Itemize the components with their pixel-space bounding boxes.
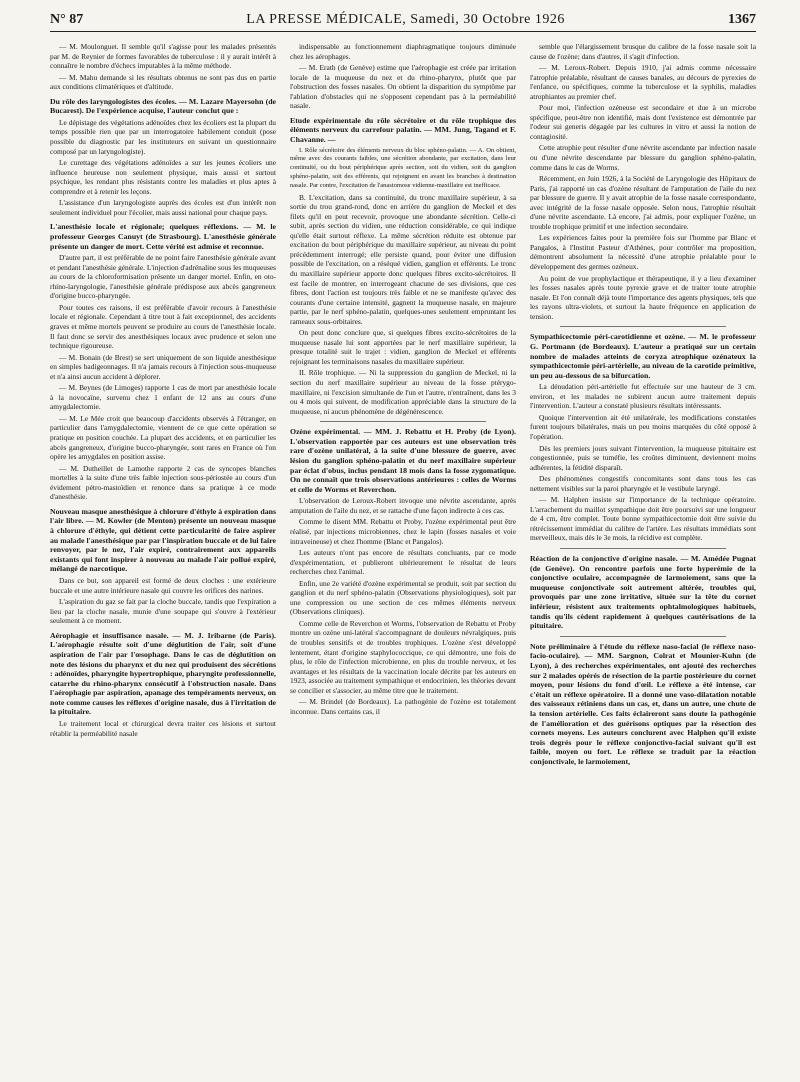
body-paragraph: On peut donc conclure que, si quelques fibres excito-sécrétoires de la muqueuse nasale lui sont apportées par le nerf maxillaire supérieur, la presque totalité suit le trajet : vidien, ganglion de Meckel et efférents rejoignant les terminaisons nasales du maxillaire supérieur. [290, 328, 516, 366]
body-paragraph: Pour moi, l'infection ozéneuse est secondaire et due à un microbe spécifique, peut-être non identifié, mais dont l'existence est démontrée par l'odeur sui generis dégagée par les cultures in vitro et aussi la notion de contagiosité. [530, 103, 756, 141]
body-paragraph: — M. Leroux-Robert. Depuis 1910, j'ai admis comme nécessaire l'atrophie préalable, résultant de causes banales, au décours de pyrexies de l'enfance, ou spécifiques, comme la tuberculose et la syphilis, maladies atrophiantes au premier chef. [530, 63, 756, 101]
body-paragraph: Pour toutes ces raisons, il est préférable d'avoir recours à l'anesthésie locale et régionale. Cependant à titre tout à fait exceptionnel, des accidents graves et même mortels peuvent se produire au cours de l'anesthésie locale. Il faut donc se servir des anesthésiques locaux avec prudence et selon une technique rigoureuse. [50, 302, 276, 351]
body-paragraph: Le traitement local et chirurgical devra traiter ces lésions et surtout rétablir la perméabilité nasale [50, 719, 276, 738]
body-paragraph: — M. Erath (de Genève) estime que l'aérophagie est créée par irritation locale de la muqueuse du nez et du rhino-pharynx, plutôt que par l'obstruction des fosses nasales. On obtient la disparition du symptôme par l'ablation d'obstacles qui ne s'opposent cependant pas à la perméabilité nasale. [290, 63, 516, 111]
body-paragraph: — M. Le Mée croit que beaucoup d'accidents observés à l'étranger, en particulier dans l'amygdalectomie, viennent de ce que cette opération se pratique en position couchée. La plupart des accidents, et en particulier les abcès gangreneux, d'origine bucco-pharyngée, sont rares en France où l'on opère les amygdales en position assise. [50, 413, 276, 462]
journal-title: LA PRESSE MÉDICALE, Samedi, 30 Octobre 1926 [246, 12, 565, 27]
body-paragraph: — M. Mahu demande si les résultats obtenus ne sont pas dus en partie aux conditions climatériques et d'altitude. [50, 72, 276, 92]
body-paragraph: Les auteurs n'ont pas encore de résultats concluants, par ce mode d'expérimentation, et publieront ultérieurement le résultat de leurs recherches chez l'animal. [290, 548, 516, 577]
body-paragraph: D'autre part, il est préférable de ne point faire l'anesthésie générale avant et pendant l'anesthésie générale. L'injection d'adrénaline sous les muqueuses au cours de la chloroformisation présente un danger mortel. Enfin, en oto-rhino-laryngologie, l'anesthésie générale prédispose aux abcès gangreneux d'origine bucco-pharyngée. [50, 253, 276, 301]
body-paragraph: II. Rôle trophique. — Ni la suppression du ganglion de Meckel, ni la section du nerf maxillaire supérieur au niveau de la fosse ptérygo-maxillaire, ni l'excision simultanée de l'un et l'autre, n'entraînent, dans les 3 ou 4 mois qui suivent, de modification appréciable dans la structure de la muqueuse, ni aucun phénomène de dégénérescence. [290, 368, 516, 416]
body-paragraph: — M. Dutheillet de Lamothe rapporte 2 cas de syncopes blanches mortelles à la suite d'une très faible injection sous-périostée au cours d'un évidement pétro-mastoïdien et renonce dans sa pratique à ce mode d'anesthésie. [50, 463, 276, 502]
body-paragraph: Récemment, en Juin 1926, à la Société de Laryngologie des Hôpitaux de Paris, j'ai rapporté un cas d'ozène résultant de l'amputation de l'aile du nez par blessure de guerre. Il y avait atrophie de la fosse nasale correspondante, avec intégrité de la fosse nasale opposée. Selon nous, l'atrophie résultait d'une névrite ascendante. Là encore, j'ai admis, pour expliquer l'ozène, un trouble trophique primitif et une infection secondaire. [530, 174, 756, 231]
section-heading-paragraph: Etude expérimentale du rôle sécrétoire et du rôle trophique des éléments nerveux du carrefour palatin. — MM. Jung, Tagand et F. Chavanne. — [290, 115, 516, 145]
body-paragraph: semble que l'élargissement brusque du calibre de la fosse nasale soit la cause de l'ozène; dans d'autres, il s'agit d'infection. [530, 42, 756, 61]
section-divider [560, 548, 726, 549]
body-paragraph: L'observation de Leroux-Robert invoque une névrite ascendante, après amputation de l'aile du nez, et se rattache d'une façon indirecte à ces cas. [290, 496, 516, 515]
section-heading-paragraph: Ozène expérimental. — MM. J. Rebattu et H. Proby (de Lyon). L'observation rapportée par ces auteurs est une observation très rare d'ozène unilatéral, à la suite d'une blessure de guerre, avec lésion du ganglion sphéno-palatin et du nerf maxillaire supérieur par éclat d'obus, inclus pendant 18 mois dans la fosse zygomatique. On ne connaît que trois observations antérieures : celles de Worms et celle de Worms et Reverchon. [290, 427, 516, 494]
body-paragraph: L'aspiration du gaz se fait par la cloche buccale, tandis que l'expiration a lieu par la cloche nasale, munie d'une soupape qui s'ouvre à l'extérieur seulement à ce moment. [50, 597, 276, 626]
body-paragraph: L'assistance d'un laryngologiste auprès des écoles est d'un intérêt non seulement individuel pour l'écolier, mais aussi national pour chaque pays. [50, 198, 276, 217]
page-header [50, 12, 756, 32]
body-paragraph: Le curettage des végétations adénoïdes a sur les jeunes écoliers une influence heureuse non seulement physique, mais aussi et surtout psychique, les rendant plus résistants contre les maladies et plus aptes à comprendre et à retenir les leçons. [50, 158, 276, 196]
body-paragraph: Dès les premiers jours suivant l'intervention, la muqueuse pituitaire est congestionnée, puis se tuméfie, les croûtes diminuent, deviennent moins adhérentes, la fétidité disparaît. [530, 443, 756, 472]
column-middle [290, 42, 516, 1062]
body-paragraph: — M. Moulonguet. Il semble qu'il s'agisse pour les malades présentés par M. de Reynier de formes favorables de tuberculose : il y aurait intérêt à connaître le nombre d'échecs imputables à la même méthode. [50, 42, 276, 71]
body-paragraph: indispensable au fonctionnement diaphragmatique toujours diminuée chez les aérophages. [290, 42, 516, 61]
body-paragraph: Dans ce but, son appareil est formé de deux cloches : une extérieure buccale et une autre intérieure nasale qui couvre les orifices des narines. [50, 576, 276, 595]
body-paragraph: La dénudation péri-artérielle fut effectuée sur une hauteur de 3 cm. environ, et les malades ne subirent aucun autre traitement depuis l'intervention. L'auteur a constaté plusieurs résultats intéressants. [530, 382, 756, 411]
body-paragraph: Enfin, une 2e variété d'ozène expérimental se produit, soit par section du ganglion et du nerf sphéno-palatin (Observations physiologiques), soit par une compression ou une section de ces mêmes éléments nerveux (Observations cliniques). [290, 578, 516, 617]
body-paragraph: Quoique l'intervention ait été unilatérale, les modifications constatées furent toujours bilatérales, mais un peu moins marquées du côté opposé à l'opération. [530, 412, 756, 442]
section-heading-paragraph: Aérophagie et insuffisance nasale. — M. J. Iribarne (de Paris). L'aérophagie résulte soit d'une déglutition de l'air, soit d'une aspiration de l'air par l'œsophage. Dans le cas de déglutition on note des lésions du pharynx et du nez qui produisent des sécrétions : adénoïdes, pharyngite hypertrophique, pharyngite professionnelle, catarrhe du rhino-pharynx consécutif à l'obstruction nasale. Dans l'aérophagie par aspiration, apanage des tempéraments nerveux, on note comme causes les réflexes d'origine nasale, dus à l'irritation de la pituitaire. [50, 630, 276, 717]
page-number: 1367 [727, 12, 756, 27]
section-heading-paragraph: Réaction de la conjonctive d'origine nasale. — M. Amédée Pugnat (de Genève). On rencontre parfois une forte hyperémie de la conjonctive oculaire, accompagnée de larmoiement, sans que la muqueuse conjonctivale soit autrement altérée, troubles qui, provoqués par une zone irritative, située sur la tête du cornet inférieur, résistent aux traitements ophtalmologiques habituels, tandis qu'ils cèdent rapidement à quelques cautérisations de la pituitaire. [530, 554, 756, 631]
section-heading-paragraph: Note préliminaire à l'étude du réflexe naso-facial (le réflexe naso-facio-oculaire). — MM. Sargnon, Colrat et Mounier-Kuhn (de Lyon), à des recherches expérimentales, ont ajouté des recherches sur 2 malades opérés de résection de la partie postérieure du cornet moyen, pour lésions du fond d'œil. Le réflexe a été intense, car c'était un réflexe opératoire. Il a donné une vaso-dilatation notable des vaisseaux rétiniens dans un cas, et, dans un autre, une chute de la tension artérielle. Ces faits éclaireront sans doute la pathogénie de l'amélioration et des guérisons optiques par la résection des cornets moyens. Les auteurs conclurent avec Halphen qu'il existe trois degrés pour le réflexe conjonctivo-facial suivant qu'il est faible, moyen ou fort. Le réflexe se traduit par la réaction conjonctivale, le larmoiement, [530, 641, 756, 766]
body-paragraph: Comme le disent MM. Rebattu et Proby, l'ozène expérimental peut être réalisé, par injections microbiennes, chez le lapin (fosses nasales et voie intraveineuse) et chez l'homme (Blanc et Pangalos). [290, 517, 516, 546]
body-paragraph: B. L'excitation, dans sa continuité, du tronc maxillaire supérieur, à sa sortie du trou grand-rond, donc en arrière du ganglion de Meckel et des filets qu'il en peut recevoir, provoque une abondante sécrétion. Celle-ci subit, après section du vidien, une réduction considérable, ce qui indique qu'elle était surtout réflexe. La même sécrétion réduite est obtenue par excitation du bout périphérique du maxillaire supérieur, au niveau du point précédemment interrogé; elle persiste quand, pour éviter une diffusion possible de l'excitation, on a réséqué vidien, ganglion et efférents. Le tronc du maxillaire supérieur apporte donc quelques fibres excito-sécrétoires. Il est facile de montrer, en interrogeant chacune de ses divisions, que ces fibres, dont l'action est toujours très faible et ne se manifeste qu'avec des courants d'une certaine intensité, gagnent la muqueuse nasale, en majeure partie, par le nerf sphéno-palatin, quelques-unes seulement empruntant les rameaux sous-orbitaires. [290, 192, 516, 326]
section-divider [560, 326, 726, 327]
section-heading-paragraph: Du rôle des laryngologistes des écoles. — M. Lazare Mayersohn (de Bucarest). De l'expérience acquise, l'auteur conclut que : [50, 96, 276, 116]
body-paragraph: Au point de vue prophylactique et thérapeutique, il y a lieu d'examiner les fosses nasales après toute pyrexie grave et de traiter toute atrophie nasale. Et l'on connaît déjà toute l'importance des agents physiques, tels que les rayons ultra-violets, et surtout la haute fréquence en application de tension. [530, 273, 756, 321]
section-divider [560, 636, 726, 637]
section-divider [320, 421, 486, 422]
body-paragraph: Comme celle de Reverchon et Worms, l'observation de Rebattu et Proby montre un ozène uni-latéral s'accompagnant de douleurs névralgiques, puis de troubles sensitifs et de troubles trophiques. L'ozène s'est développé lentement, étant d'origine staphylococcique, ce qui démontre, une fois de plus, le rôle de l'infection microbienne, en plus du trouble nerveux, et les avantages et les résultats de la vaccination locale décrite par les auteurs en 1923, associée au traitement sympathique et endocrinien, les théories devant se concilier et s'associer, au même titre que le traitement. [290, 618, 516, 695]
issue-number: N° 87 [50, 12, 84, 27]
body-paragraph: — M. Halphen insiste sur l'importance de la technique opératoire. L'arrachement du maillot sympathique doit être poursuivi sur une longueur de 4 cm, être complet. Toute bonne sympathicectomie doit être suivie du rétrécissement immédiat du calibre de l'artère. Les résultats immédiats sont merveilleux, mais dès le 3e mois, la récidive est complète. [530, 495, 756, 543]
section-heading-paragraph: Sympathicectomie péri-carotidienne et ozène. — M. le professeur G. Portmann (de Bordeaux). L'auteur a pratiqué sur un certain nombre de malades atteints de coryza atrophique ozénateux la sympathicectomie péri-artérielle, au niveau de la carotide primitive, un peu au-dessous de sa bifurcation. [530, 332, 756, 380]
body-paragraph: Cette atrophie peut résulter d'une névrite ascendante par infection nasale ou d'une névrite descendante par blessure du ganglion sphéno-palatin, comme dans le cas de Worms. [530, 143, 756, 172]
body-paragraph: — M. Brindel (de Bordeaux). La pathogénie de l'ozène est totalement inconnue. Dans certains cas, il [290, 697, 516, 716]
body-paragraph: Le dépistage des végétations adénoïdes chez les écoliers est la plupart du temps possible rien que par un interrogatoire habilement conduit (pose possible du diagnostic par les instituteurs en suivant un questionnaire composé par un laryngologiste). [50, 117, 276, 156]
body-paragraph: Des phénomènes congestifs concomitants sont dans tous les cas nettement visibles sur la paroi pharyngée et le vestibule laryngé. [530, 474, 756, 493]
column-left [50, 42, 276, 1062]
section-heading-paragraph: L'anesthésie locale et régionale; quelques réflexions. — M. le professeur Georges Canuyt (de Strasbourg). L'anesthésie générale présente un danger de mort. Cette vérité est admise et reconnue. [50, 222, 276, 251]
section-heading-paragraph: Nouveau masque anesthésique à chlorure d'éthyle à expiration dans l'air libre. — M. Kowler (de Menton) présente un nouveau masque à chlorure d'éthyle, qui détient cette particularité de faire aspirer au malade l'anesthésique par par l'inspiration buccale et de lui faire renvoyer, par le nez, l'air expiré, contrairement aux appareils existants qui font inspirer à nouveau au malade l'air pollué expiré, mélangé de narcotique. [50, 506, 276, 574]
body-paragraph: — M. Bonain (de Brest) se sert uniquement de son liquide anesthésique en simples badigeonnages. Il n'a jamais recours à l'injection sous-muqueuse et n'a ainsi aucun accident à déplorer. [50, 352, 276, 381]
article-columns [50, 42, 756, 1062]
body-paragraph: Les expériences faites pour la première fois sur l'homme par Blanc et Pangalos, à l'Institut Pasteur d'Athènes, pour contrôler ma proposition, démontrent absolument la nécessité d'une atrophie préalable pour le développement des germes ozéneux. [530, 233, 756, 272]
column-right [530, 42, 756, 1062]
body-paragraph: — M. Beynes (de Limoges) rapporte 1 cas de mort par anesthésie locale à la novocaïne, survenu chez 1 enfant de 12 ans au cours d'une amygdalectomie. [50, 383, 276, 412]
body-paragraph: I. Rôle sécrétoire des éléments nerveux du bloc sphéno-palatin. — A. On obtient, même avec des courants faibles, une sécrétion abondante, par excitation, dans leur continuité, ou du bout périphérique après section, soit du vidien, soit du ganglion sphéno-palatin, soit des efférents, qui rejoignent en avant les branches à destination nasale. Par contre, l'excitation de l'anastomose vidienne-maxillaire est inefficace. [290, 146, 516, 189]
